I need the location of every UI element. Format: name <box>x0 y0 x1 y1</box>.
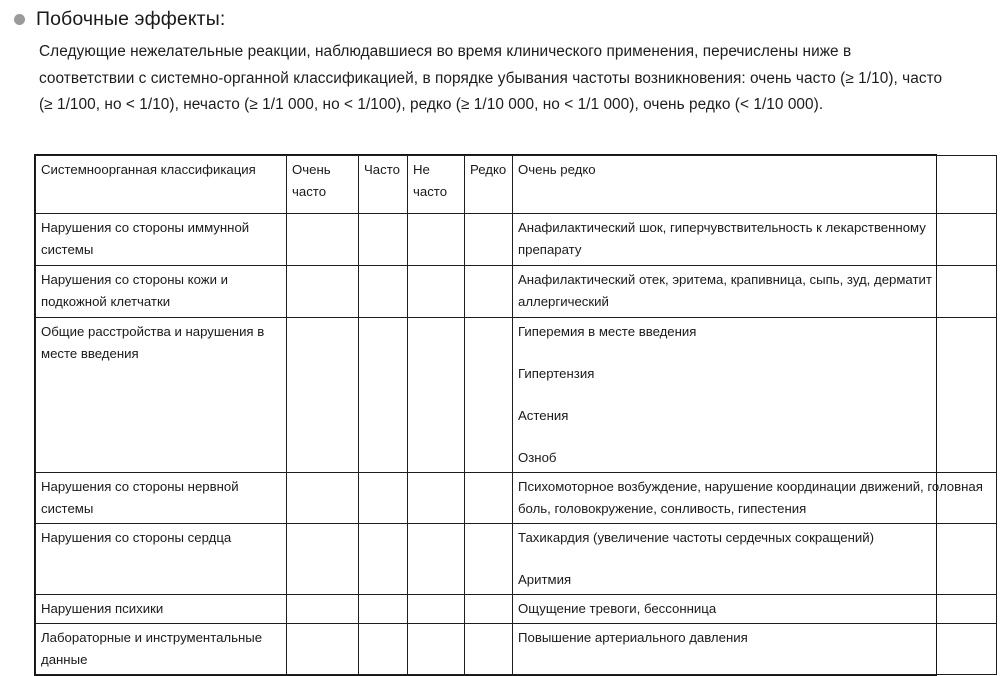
cell-classification: Лабораторные и инструментальные данные <box>36 624 287 675</box>
cell-text-line: Психомоторное возбуждение, нарушение координации движений, головная боль, головокружение, сонливость, гипестения <box>518 479 983 516</box>
cell-very-often <box>287 624 359 675</box>
cell-very-often <box>287 318 359 473</box>
table-row <box>36 318 997 473</box>
column-header-very-often: Очень часто <box>287 156 359 214</box>
intro-paragraph-block <box>39 39 949 119</box>
cell-rare <box>465 595 513 624</box>
table-row <box>36 524 997 595</box>
cell-rare <box>465 214 513 266</box>
cell-text-line: Тахикардия (увеличение частоты сердечных сокращений) <box>518 530 875 545</box>
column-header-very-rare: Очень редко <box>513 156 997 214</box>
column-header-often: Часто <box>359 156 408 214</box>
adverse-effects-table <box>35 155 997 675</box>
table-row <box>36 266 997 318</box>
cell-text-line: Аритмия <box>518 572 572 587</box>
cell-text-line: Ощущение тревоги, бессонница <box>518 601 717 616</box>
cell-often <box>359 266 408 318</box>
cell-classification: Нарушения со стороны сердца <box>36 524 287 595</box>
cell-very-rare <box>513 473 997 524</box>
cell-very-rare <box>513 214 997 266</box>
cell-text-line: Озноб <box>518 450 557 465</box>
table-row <box>36 624 997 675</box>
cell-very-rare <box>513 624 997 675</box>
cell-very-often <box>287 524 359 595</box>
cell-text-line: Гипертензия <box>518 366 595 381</box>
cell-very-often <box>287 266 359 318</box>
adverse-effects-table-wrapper <box>35 155 983 675</box>
table-row <box>36 214 997 266</box>
cell-uncommon <box>408 318 465 473</box>
cell-classification: Нарушения со стороны нервной системы <box>36 473 287 524</box>
cell-text-line: Гиперемия в месте введения <box>518 324 697 339</box>
column-header-classification: Системноорганная классификация <box>36 156 287 214</box>
cell-uncommon <box>408 266 465 318</box>
cell-classification: Нарушения со стороны кожи и подкожной клетчатки <box>36 266 287 318</box>
bullet-dot-icon <box>14 14 25 25</box>
cell-often <box>359 524 408 595</box>
cell-very-rare <box>513 318 997 473</box>
cell-rare <box>465 473 513 524</box>
cell-classification: Общие расстройства и нарушения в месте введения <box>36 318 287 473</box>
cell-classification: Нарушения со стороны иммунной системы <box>36 214 287 266</box>
cell-rare <box>465 524 513 595</box>
column-header-uncommon: Не часто <box>408 156 465 214</box>
cell-uncommon <box>408 214 465 266</box>
intro-paragraph: Следующие нежелательные реакции, наблюдавшиеся во время клинического применения, перечислены ниже в соответствии с системно-органной классификацией, в порядке убывания частоты возникновения: очень часто (≥ 1/10), часто (≥ 1/100, но < 1/10), нечасто (≥ 1/1 000, но < 1/100), редко (≥ 1/10 000, но < 1/1 000), очень редко (< 1/10 000). <box>39 43 943 113</box>
cell-often <box>359 624 408 675</box>
table-row <box>36 595 997 624</box>
page-title: Побочные эффекты: <box>36 8 226 30</box>
cell-text-line: Анафилактический шок, гиперчувствительность к лекарственному препарату <box>518 220 926 257</box>
cell-very-rare <box>513 595 997 624</box>
cell-very-rare <box>513 266 997 318</box>
cell-very-often <box>287 595 359 624</box>
cell-often <box>359 473 408 524</box>
cell-very-rare <box>513 524 997 595</box>
cell-often <box>359 214 408 266</box>
cell-rare <box>465 266 513 318</box>
cell-rare <box>465 318 513 473</box>
cell-often <box>359 318 408 473</box>
cell-text-line: Повышение артериального давления <box>518 630 748 645</box>
table-row <box>36 473 997 524</box>
cell-uncommon <box>408 624 465 675</box>
cell-text-line: Астения <box>518 408 569 423</box>
cell-uncommon <box>408 595 465 624</box>
cell-classification: Нарушения психики <box>36 595 287 624</box>
cell-uncommon <box>408 524 465 595</box>
cell-often <box>359 595 408 624</box>
column-header-rare: Редко <box>465 156 513 214</box>
table-header-row <box>36 156 997 214</box>
section-heading <box>0 0 1000 33</box>
cell-rare <box>465 624 513 675</box>
cell-very-often <box>287 473 359 524</box>
cell-text-line: Анафилактический отек, эритема, крапивница, сыпь, зуд, дерматит аллергический <box>518 272 932 309</box>
cell-very-often <box>287 214 359 266</box>
cell-uncommon <box>408 473 465 524</box>
